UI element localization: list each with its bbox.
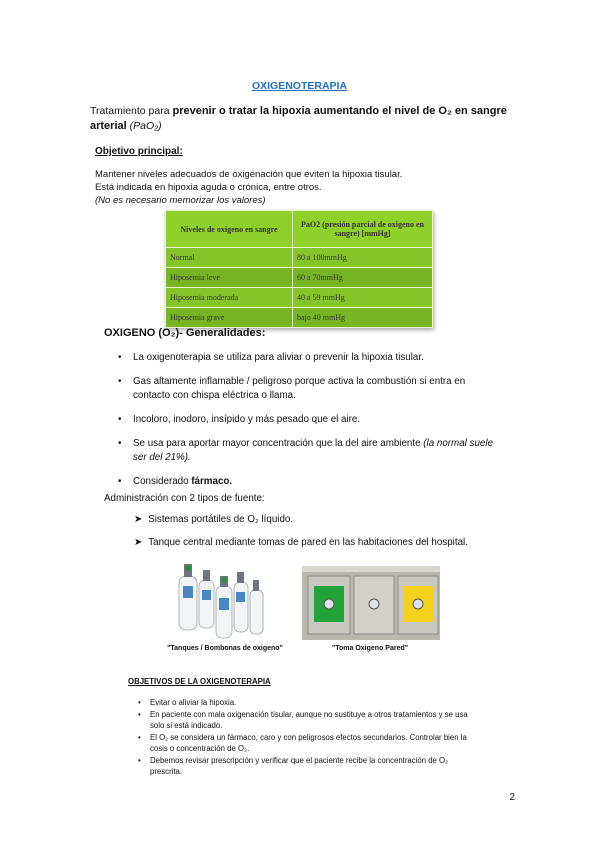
list-item-text: Considerado — [133, 476, 192, 487]
admin-line: Administración con 2 tipos de fuente: — [104, 493, 265, 504]
table-cell: 40 a 59 mmHg — [293, 288, 433, 308]
generalities-heading: OXIGENO (O₂)- Generalidades: — [104, 327, 266, 339]
list-item-text: Debemos revisar prescripción y verificar que el paciente recibe la concentración de O₂ prescrita. — [150, 756, 449, 776]
list-item-text: Gas altamente inflamable / peligroso porque activa la combustión si entra en contacto con chispa eléctrica o llama. — [133, 376, 466, 401]
intro-pre: Tratamiento para — [90, 105, 173, 117]
list-item-italic: (la normal suele ser del 21%). — [133, 438, 493, 463]
arrow-icon: ➤ — [134, 537, 143, 548]
caption-tanks: "Tanques / Bombonas de oxigeno" — [167, 645, 283, 652]
generalities-list — [118, 351, 503, 499]
page-number: 2 — [509, 792, 515, 803]
table-cell: 80 a 100mmHg — [293, 248, 433, 268]
table-header-row — [166, 211, 433, 248]
source-item — [134, 537, 468, 548]
list-item — [138, 732, 473, 754]
list-item — [118, 351, 503, 365]
list-item-text: El O₂ se considera un fármaco, caro y con peligrosos efectos secundarios. Controlar bien la cosis o concentración de O₂. — [150, 733, 467, 753]
list-item-text: En paciente con mala oxigenación tisular, aunque no sustituye a otros tratamientos y se usa solo si está indicado. — [150, 710, 468, 730]
list-item — [118, 475, 503, 489]
list-item — [118, 413, 503, 427]
objective-heading: Objetivo principal: — [95, 146, 183, 157]
oxygen-tanks-image — [165, 556, 283, 642]
page-title: OXIGENOTERAPIA — [251, 80, 348, 92]
table-cell: bajo 40 mmHg — [293, 308, 433, 328]
intro-post: (PaO₂) — [126, 120, 162, 132]
intro-bold: prevenir o tratar la hipoxia aumentando el nivel de O₂ en sangre arterial — [90, 105, 507, 132]
intro-paragraph — [90, 104, 530, 134]
objective-text — [95, 168, 535, 207]
list-item-bold: fármaco. — [191, 476, 233, 487]
oxygen-levels-table — [165, 210, 433, 328]
table-cell: 60 a 70mmHg — [293, 268, 433, 288]
table-cell: Hiposemia grave — [166, 308, 293, 328]
list-item-text: La oxigenoterapia se utiliza para aliviar o prevenir la hipoxia tisular. — [133, 352, 424, 363]
objective-note: (No es necesario memorizar los valores) — [95, 195, 266, 206]
list-item — [118, 375, 503, 403]
table-row — [166, 268, 433, 288]
wall-outlet-image — [302, 566, 440, 640]
list-item-text: Incoloro, inodoro, insípido y más pesado que el aire. — [133, 414, 361, 425]
list-item — [138, 697, 473, 708]
list-item-text: Evitar o aliviar la hipoxia. — [150, 698, 237, 707]
source-text: Sistemas portátiles de O₂ líquido. — [148, 514, 294, 525]
table-row — [166, 308, 433, 328]
caption-wall-outlet: "Toma Oxigeno Pared" — [331, 645, 409, 652]
list-item — [118, 437, 503, 465]
objective-line-2: Está indicada en hipoxia aguda o crónica, entre otros. — [95, 182, 322, 193]
objective-line-1: Mantener niveles adecuados de oxigenación que eviten la hipoxia tisular. — [95, 169, 403, 180]
table-header-cell: PaO2 (presión parcial de oxigeno en sangre) [mmHg] — [293, 211, 433, 248]
table-cell: Normal — [166, 248, 293, 268]
table-cell: Hiposemia moderada — [166, 288, 293, 308]
arrow-icon: ➤ — [134, 514, 143, 525]
table-cell: Hiposemia leve — [166, 268, 293, 288]
table-header-cell: Niveles de oxigeno en sangre — [166, 211, 293, 248]
objectives-heading: OBJETIVOS DE LA OXIGENOTERAPIA — [128, 677, 271, 686]
table-row — [166, 248, 433, 268]
objectives-list — [138, 697, 473, 778]
table-row — [166, 288, 433, 308]
list-item-text: Se usa para aportar mayor concentración que la del aire ambiente — [133, 438, 424, 449]
list-item — [138, 755, 473, 777]
source-item — [134, 514, 293, 525]
source-text: Tanque central mediante tomas de pared en las habitaciones del hospital. — [148, 537, 468, 548]
list-item — [138, 709, 473, 731]
